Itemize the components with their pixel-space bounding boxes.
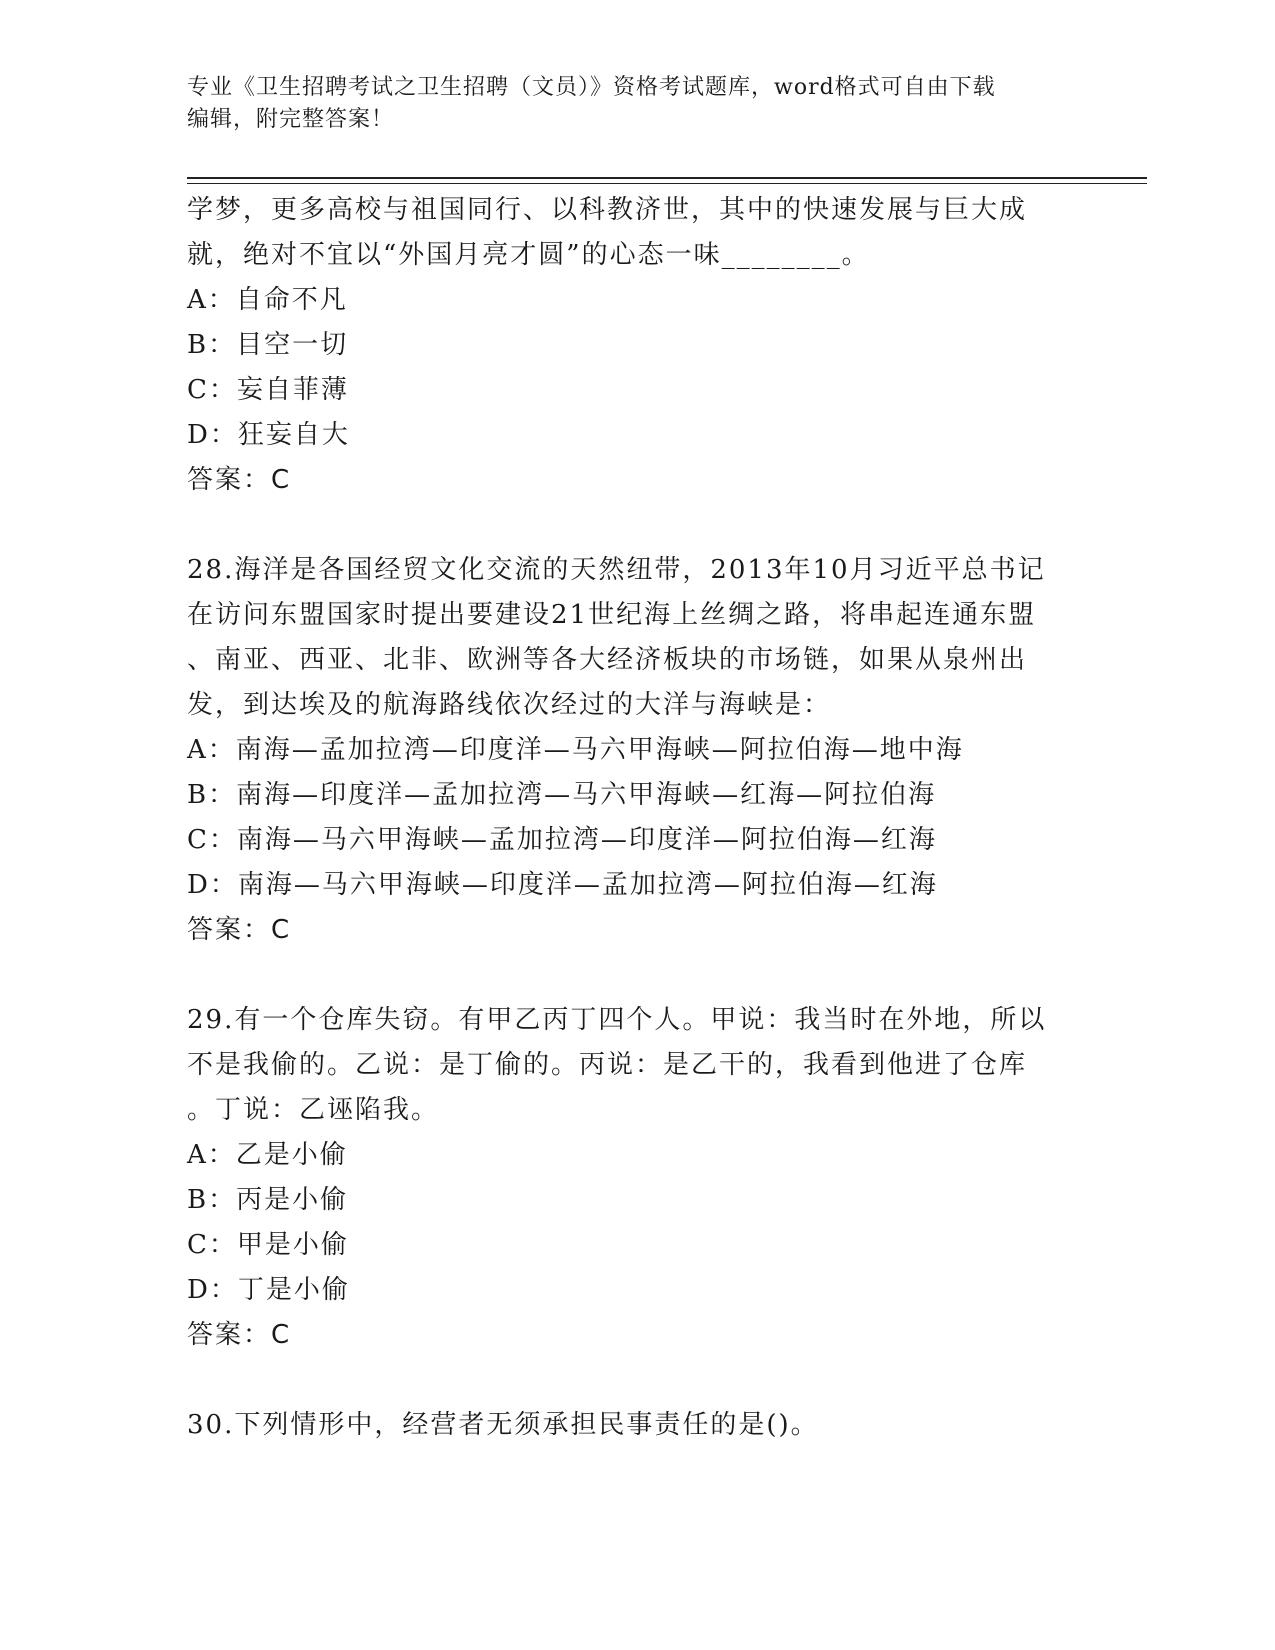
header-line-2: 编辑，附完整答案！ xyxy=(187,107,395,132)
option-b: B：丙是小偷 xyxy=(187,1185,349,1215)
question-30 xyxy=(187,1403,1087,1448)
option-c: C：南海—马六甲海峡—孟加拉湾—印度洋—阿拉伯海—红海 xyxy=(187,825,937,855)
spacer xyxy=(187,953,1087,998)
document-body xyxy=(187,188,1087,1448)
question-29 xyxy=(187,998,1087,1358)
question-stem-line: 不是我偷的。乙说：是丁偷的。丙说：是乙干的，我看到他进了仓库 xyxy=(187,1050,1028,1080)
question-stem-line: 28.海洋是各国经贸文化交流的天然纽带，2013年10月习近平总书记 xyxy=(187,555,1046,585)
option-a: A：南海—孟加拉湾—印度洋—马六甲海峡—阿拉伯海—地中海 xyxy=(187,735,964,765)
header-line-1: 专业《卫生招聘考试之卫生招聘（文员）》资格考试题库，word格式可自由下载 xyxy=(187,75,996,100)
answer-line: 答案：C xyxy=(187,1320,292,1350)
option-d: D：狂妄自大 xyxy=(187,420,350,450)
option-c: C：妄自菲薄 xyxy=(187,375,349,405)
question-stem-line: 发，到达埃及的航海路线依次经过的大洋与海峡是： xyxy=(187,690,832,720)
option-a: A：乙是小偷 xyxy=(187,1140,348,1170)
question-stem-line: 在访问东盟国家时提出要建设21世纪海上丝绸之路，将串起连通东盟 xyxy=(187,600,1037,630)
question-28 xyxy=(187,548,1087,953)
option-b: B：目空一切 xyxy=(187,330,349,360)
answer-line: 答案：C xyxy=(187,465,292,495)
spacer xyxy=(187,503,1087,548)
option-d: D：南海—马六甲海峡—印度洋—孟加拉湾—阿拉伯海—红海 xyxy=(187,870,938,900)
question-stem-line: 学梦，更多高校与祖国同行、以科教济世，其中的快速发展与巨大成 xyxy=(187,195,1028,225)
answer-line: 答案：C xyxy=(187,915,292,945)
question-stem-line: 、南亚、西亚、北非、欧洲等各大经济板块的市场链，如果从泉州出 xyxy=(187,645,1028,675)
document-header xyxy=(187,72,1067,136)
header-rule-thin xyxy=(187,183,1147,184)
question-stem-line: 。丁说：乙诬陷我。 xyxy=(187,1095,440,1125)
spacer xyxy=(187,1358,1087,1403)
option-c: C：甲是小偷 xyxy=(187,1230,349,1260)
header-rule-thick xyxy=(187,177,1147,179)
question-stem-line: 就，绝对不宜以“外国月亮才圆”的心态一味________。 xyxy=(187,240,870,270)
option-a: A：自命不凡 xyxy=(187,285,348,315)
question-27 xyxy=(187,188,1087,503)
question-stem-line: 30.下列情形中，经营者无须承担民事责任的是()。 xyxy=(187,1410,819,1440)
option-b: B：南海—印度洋—孟加拉湾—马六甲海峡—红海—阿拉伯海 xyxy=(187,780,937,810)
question-stem-line: 29.有一个仓库失窃。有甲乙丙丁四个人。甲说：我当时在外地，所以 xyxy=(187,1005,1047,1035)
option-d: D：丁是小偷 xyxy=(187,1275,350,1305)
